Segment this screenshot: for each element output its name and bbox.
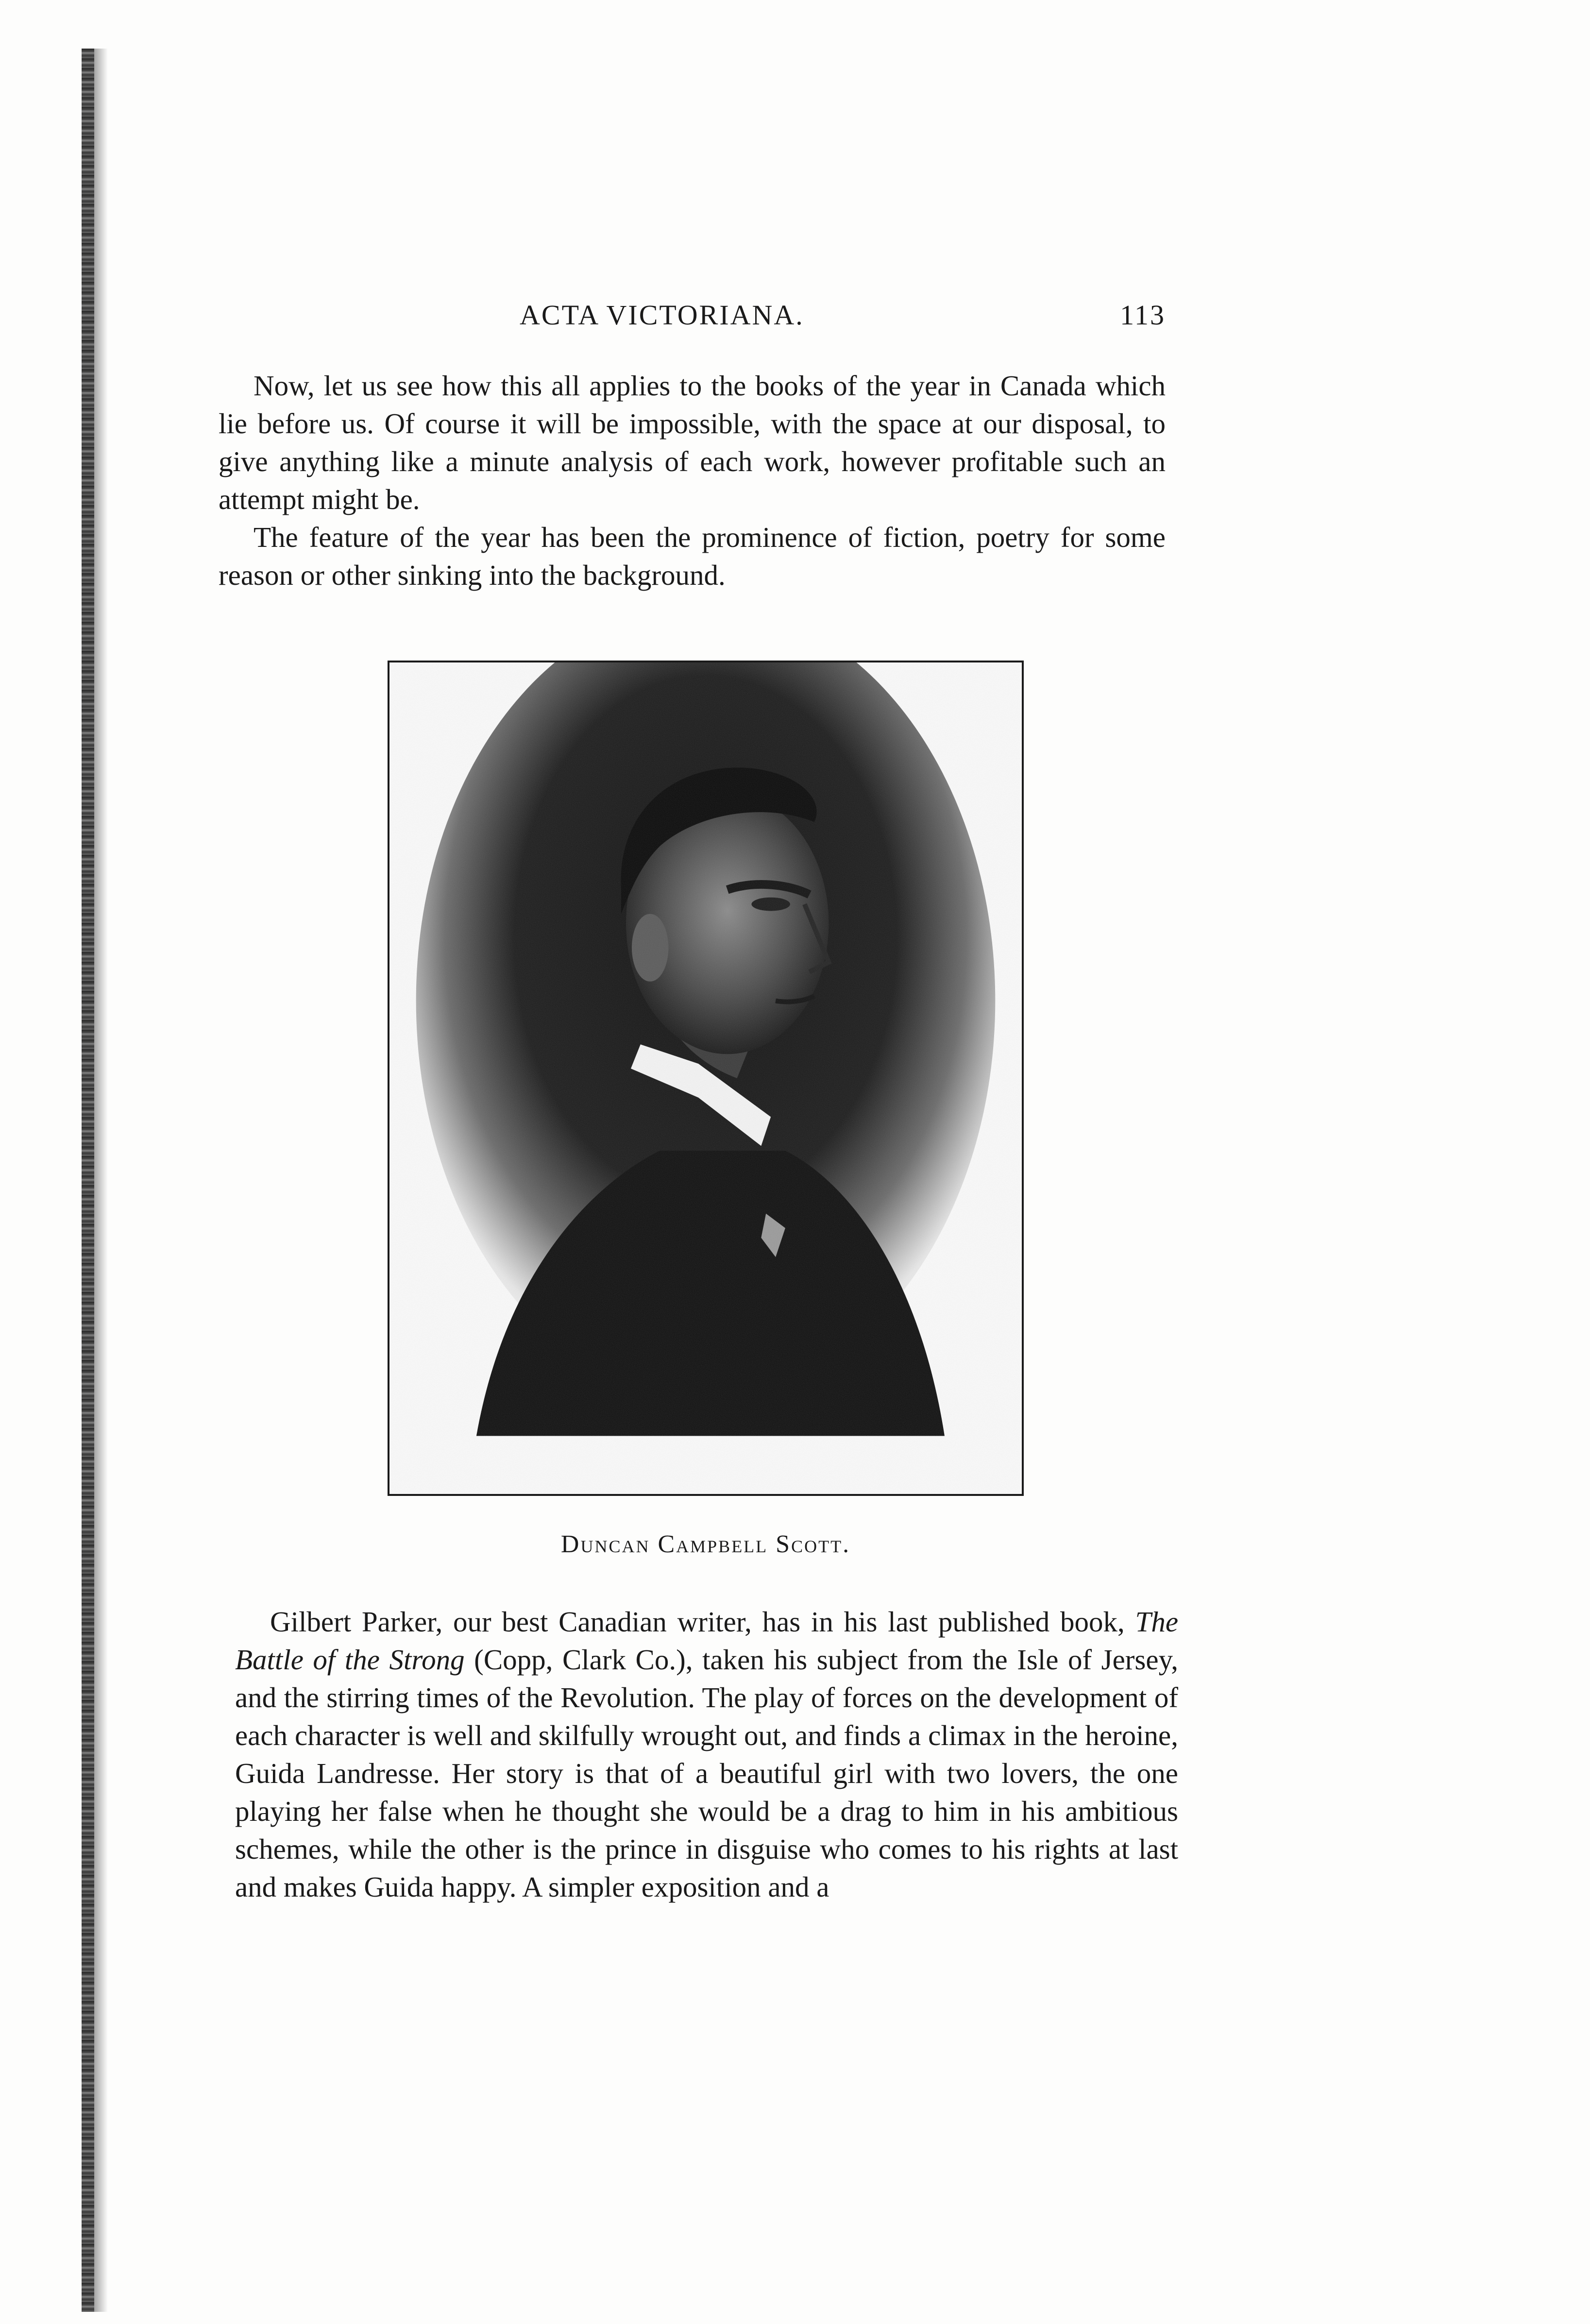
portrait-image [389, 662, 1022, 1494]
paragraph-3-part1: Gilbert Parker, our best Canadian writer, has in his last published book, [270, 1606, 1135, 1638]
paragraph-3-part2: (Copp, Clark Co.), taken his subject from the Isle of Jersey, and the stirring times of the Revolution. The play of forces on the development of each character is well and skilfully wrought out, and finds a climax in the heroine, Guida Landresse. Her story is that of a beautiful girl with two lovers, the one playing her false when he thought she would be a drag to him in his ambitious schemes, while the other is the prince in disguise who comes to his rights at last and makes Guida happy. A simpler exposition and a [235, 1644, 1178, 1903]
binding-edge [82, 49, 94, 2312]
paragraph-1: Now, let us see how this all applies to the books of the year in Canada which lie before us. Of course it will be impossible, with the space at our disposal, to give anything like a minute analysis of each work, however profitable such an attempt might be. [219, 370, 1166, 515]
portrait-figure [388, 661, 1024, 1496]
page-header [219, 299, 1166, 338]
book-title: The Battle of the Strong [235, 1606, 1178, 1676]
paragraph-3 [235, 1603, 1178, 1906]
figure-caption: Duncan Campbell Scott. [560, 1530, 851, 1558]
binding-shadow [94, 49, 108, 2312]
bottom-text-block [235, 1603, 1178, 1906]
running-title: ACTA VICTORIANA. [520, 299, 804, 331]
top-text-block [219, 367, 1166, 594]
paragraph-2: The feature of the year has been the prominence of fiction, poetry for some reason or other sinking into the background. [219, 521, 1166, 591]
page-number: 113 [1120, 299, 1166, 331]
